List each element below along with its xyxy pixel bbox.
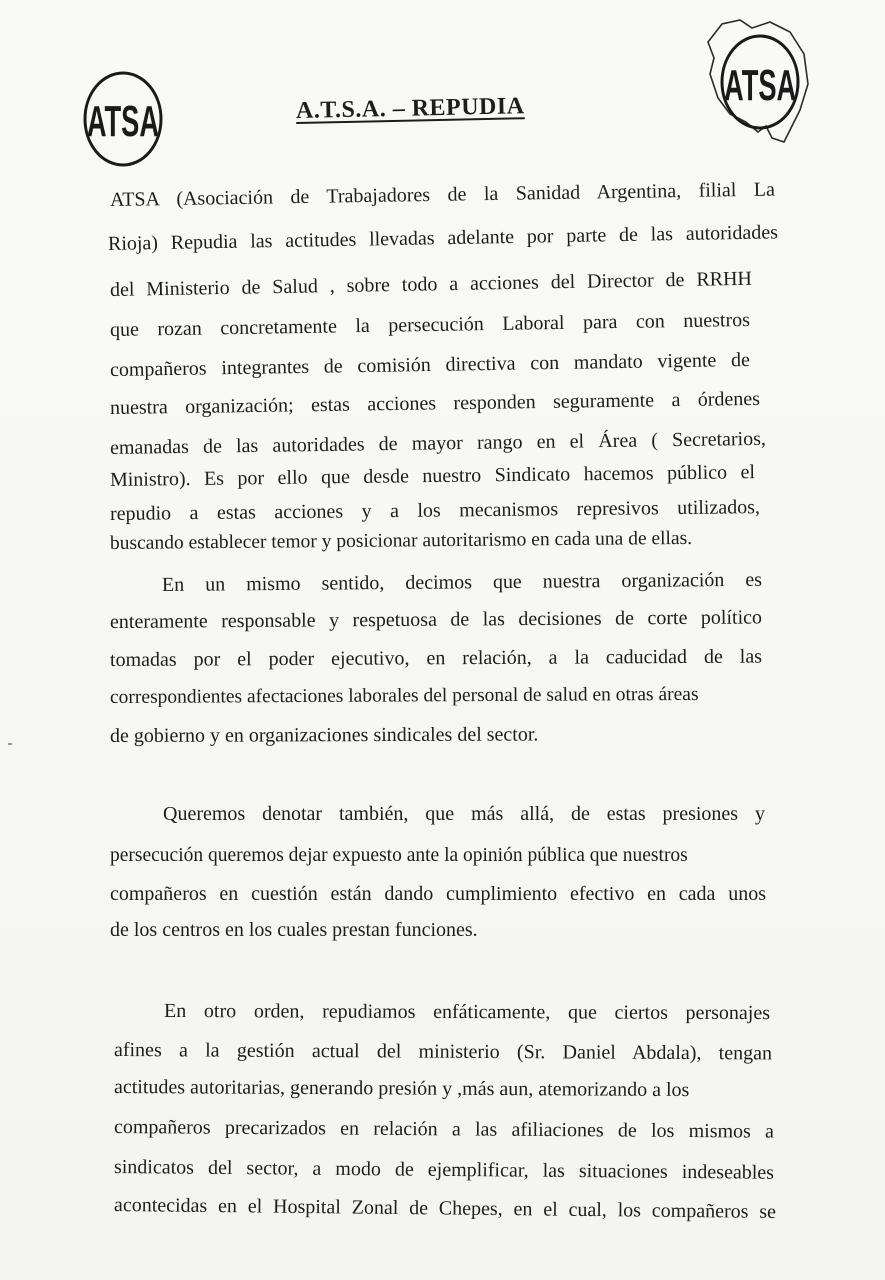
body-line: de los centros en los cuales prestan funciones.: [110, 919, 478, 941]
body-line: emanadas de las autoridades de mayor rango en el Área ( Secretarios,: [109, 427, 767, 459]
atsa-logo-left-text: ATSA: [86, 96, 160, 146]
body-line: compañeros precarizados en relación a las afiliaciones de los mismos a: [113, 1116, 775, 1143]
atsa-logo-left: [82, 70, 164, 168]
body-line: del Ministerio de Salud , sobre todo a acciones del Director de RRHH: [109, 267, 753, 301]
body-line: compañeros en cuestión están dando cumplimiento efectivo en cada unos: [110, 883, 766, 905]
body-line: actitudes autoritarias, generando presión y ,más aun, atemorizando a los: [113, 1076, 690, 1102]
body-line: Queremos denotar también, que más allá, de estas presiones y: [163, 803, 765, 825]
body-line: tomadas por el poder ejecutivo, en relación, a la caducidad de las: [109, 645, 763, 671]
margin-mark: [8, 743, 12, 745]
body-line: Rioja) Repudia las actitudes llevadas adelante por parte de las autoridades: [107, 221, 779, 255]
body-line: enteramente responsable y respetuosa de las decisiones de corte político: [109, 606, 763, 633]
body-line: de gobierno y en organizaciones sindicales del sector.: [109, 723, 539, 747]
atsa-logo-right: [700, 14, 812, 148]
body-line: buscando establecer temor y posicionar autoritarismo en cada una de ellas.: [109, 527, 693, 554]
body-line: ATSA (Asociación de Trabajadores de la Sanidad Argentina, filial La: [109, 178, 776, 211]
body-line: En un mismo sentido, decimos que nuestra organización es: [161, 568, 763, 596]
body-line: que rozan concretamente la persecución Laboral para con nuestros: [109, 308, 751, 341]
body-line: En otro orden, repudiamos enfáticamente, que ciertos personajes: [163, 1000, 771, 1025]
body-line: sindicatos del sector, a modo de ejemplificar, las situaciones indeseables: [113, 1156, 775, 1184]
body-line: acontecidas en el Hospital Zonal de Chepes, en el cual, los compañeros se: [113, 1194, 777, 1223]
body-line: nuestra organización; estas acciones responden seguramente a órdenes: [109, 387, 761, 419]
atsa-logo-right-text: ATSA: [724, 60, 797, 110]
body-line: repudio a estas acciones y a los mecanismos represivos utilizados,: [109, 496, 761, 525]
page-title: A.T.S.A. – REPUDIA: [295, 93, 525, 124]
body-line: compañeros integrantes de comisión directiva con mandato vigente de: [109, 348, 751, 381]
body-line: persecución queremos dejar expuesto ante la opinión pública que nuestros: [110, 845, 688, 866]
body-line: afines a la gestión actual del ministerio (Sr. Daniel Abdala), tengan: [113, 1039, 773, 1065]
body-line: correspondientes afectaciones laborales del personal de salud en otras áreas: [109, 683, 699, 708]
body-line: Ministro). Es por ello que desde nuestro Sindicato hacemos público el: [109, 461, 756, 491]
